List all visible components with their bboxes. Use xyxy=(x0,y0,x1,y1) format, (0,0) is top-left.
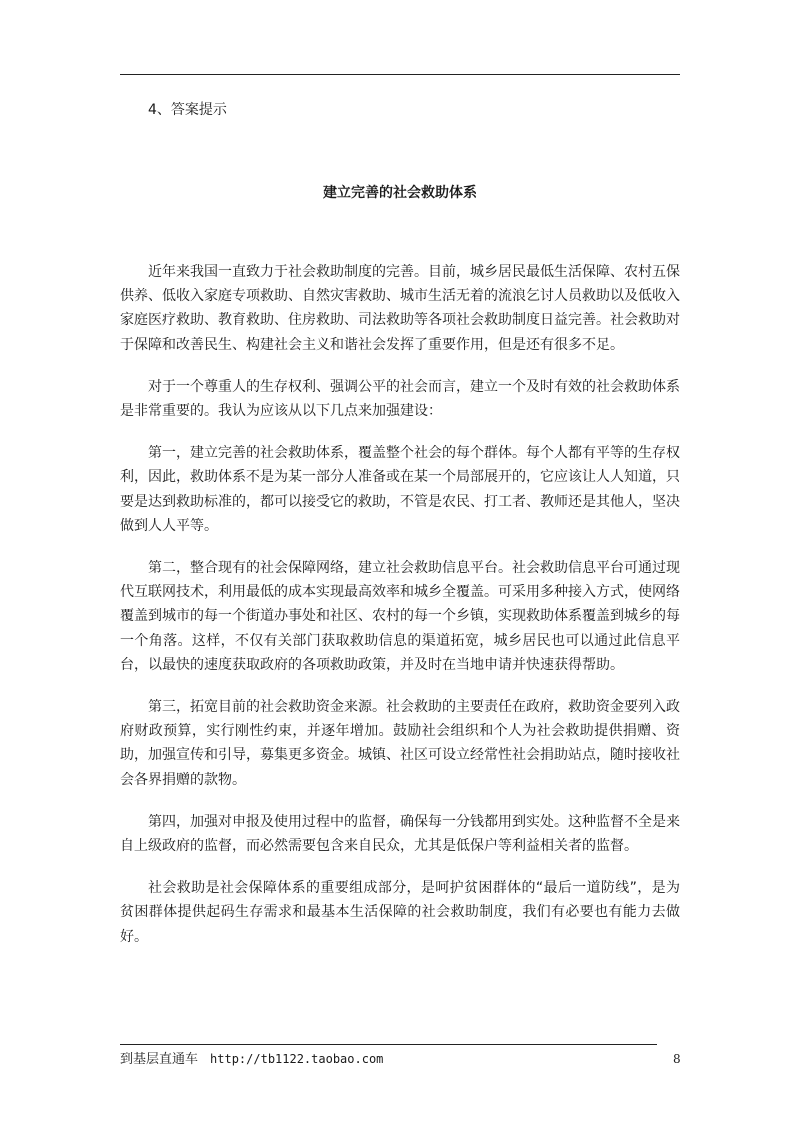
document-body xyxy=(120,260,680,967)
page-footer xyxy=(120,1050,383,1069)
section-label: 4、答案提示 xyxy=(148,102,227,118)
body-paragraph-point-2: 第二，整合现有的社会保障网络，建立社会救助信息平台。社会救助信息平台可通过现代互联网技术，利用最低的成本实现最高效率和城乡全覆盖。可采用多种接入方式，使网络覆盖到城市的每一个街道办事处和社区、农村的每一个乡镇，实现救助体系覆盖到城乡的每一个角落。这样，不仅有关部门获取救助信息的渠道拓宽，城乡居民也可以通过此信息平台，以最快的速度获取政府的各项救助政策，并及时在当地申请并快速获得帮助。 xyxy=(120,560,680,673)
body-paragraph-point-3: 第三，拓宽目前的社会救助资金来源。社会救助的主要责任在政府，救助资金要列入政府财政预算，实行刚性约束，并逐年增加。鼓励社会组织和个人为社会救助提供捐赠、资助，加强宣传和引导，募集更多资金。城镇、社区可设立经常性社会捐助站点，随时接收社会各界捐赠的款物。 xyxy=(120,699,680,788)
document-title: 建立完善的社会救助体系 xyxy=(323,185,477,201)
header-rule xyxy=(120,74,680,75)
body-paragraph-point-1: 第一，建立完善的社会救助体系，覆盖整个社会的每个群体。每个人都有平等的生存权利，因此，救助体系不是为某一部分人准备或在某一个局部展开的，它应该让人人知道，只要是达到救助标准的，都可以接受它的救助，不管是农民、打工者、教师还是其他人，坚决做到人人平等。 xyxy=(120,445,680,534)
footer-url-link[interactable]: http://tb1122.taobao.com xyxy=(210,1052,384,1066)
page-number: 8 xyxy=(673,1052,681,1066)
body-paragraph-conclusion: 社会救助是社会保障体系的重要组成部分，是呵护贫困群体的“最后一道防线”，是为贫困群体提供起码生存需求和最基本生活保障的社会救助制度，我们有必要也有能力去做好。 xyxy=(120,880,680,945)
footer-brand: 到基层直通车 xyxy=(120,1052,199,1067)
body-paragraph-thesis: 对于一个尊重人的生存权利、强调公平的社会而言，建立一个及时有效的社会救助体系是非常重要的。我认为应该从以下几点来加强建设： xyxy=(120,378,680,420)
footer-rule xyxy=(120,1044,657,1045)
body-paragraph-point-4: 第四，加强对申报及使用过程中的监督，确保每一分钱都用到实处。这种监督不全是来自上级政府的监督，而必然需要包含来自民众，尤其是低保户等利益相关者的监督。 xyxy=(120,813,680,855)
body-paragraph-intro: 近年来我国一直致力于社会救助制度的完善。目前，城乡居民最低生活保障、农村五保供养、低收入家庭专项救助、自然灾害救助、城市生活无着的流浪乞讨人员救助以及低收入家庭医疗救助、教育救助、住房救助、司法救助等各项社会救助制度日益完善。社会救助对于保障和改善民生、构建社会主义和谐社会发挥了重要作用，但是还有很多不足。 xyxy=(120,264,680,353)
